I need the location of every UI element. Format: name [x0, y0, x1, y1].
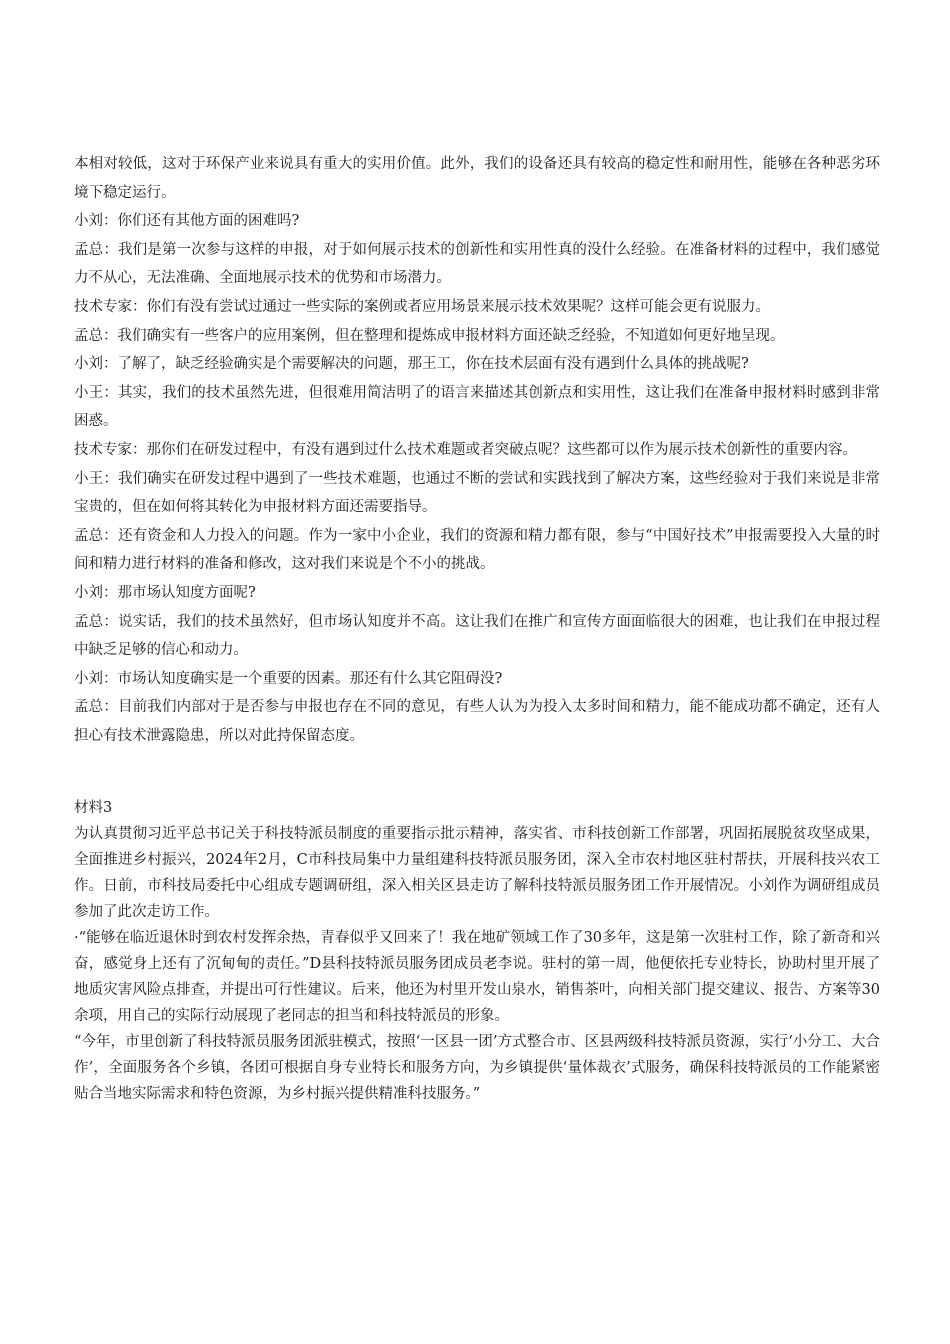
section-heading: 材料3 [74, 800, 113, 817]
material3-paragraph: 为认真贯彻习近平总书记关于科技特派员制度的重要指示批示精神，落实省、市科技创新工作部署，巩固拓展脱贫攻坚成果，全面推进乡村振兴，2024年2月，C市科技局集中力量组建科技特派员服务团，深入全市农村地区驻村帮扶，开展科技兴农工作。日前，市科技局委托中心组成专题调研组，深入相关区县走访了解科技特派员服务团工作开展情况。小刘作为调研组成员参加了此次走访工作。 [74, 826, 880, 921]
dialogue-paragraph: 孟总：我们是第一次参与这样的申报，对于如何展示技术的创新性和实用性真的没什么经验。在准备材料的过程中，我们感觉力不从心，无法准确、全面地展示技术的优势和市场潜力。 [74, 241, 880, 287]
material2-dialogue [74, 150, 880, 750]
dialogue-paragraph: 技术专家：你们有没有尝试过通过一些实际的案例或者应用场景来展示技术效果呢？这样可能会更有说服力。 [74, 298, 770, 315]
dialogue-paragraph: 孟总：我们确实有一些客户的应用案例，但在整理和提炼成申报材料方面还缺乏经验，不知道如何更好地呈现。 [74, 327, 785, 344]
dialogue-paragraph: 孟总：说实话，我们的技术虽然好，但市场认知度并不高。这让我们在推广和宣传方面面临很大的困难，也让我们在申报过程中缺乏足够的信心和动力。 [74, 613, 880, 659]
dialogue-paragraph: 小刘：你们还有其他方面的困难吗? [74, 213, 300, 230]
dialogue-paragraph: 技术专家：那你们在研发过程中，有没有遇到过什么技术难题或者突破点呢？这些都可以作为展示技术创新性的重要内容。 [74, 441, 857, 458]
section-gap [74, 750, 880, 795]
dialogue-paragraph: 本相对较低，这对于环保产业来说具有重大的实用价值。此外，我们的设备还具有较高的稳定性和耐用性，能够在各种恶劣环境下稳定运行。 [74, 156, 880, 201]
dialogue-paragraph: 小王：我们确实在研发过程中遇到了一些技术难题，也通过不断的尝试和实践找到了解决方案，这些经验对于我们来说是非常宝贵的，但在如何将其转化为申报材料方面还需要指导。 [74, 470, 880, 516]
material3-paragraph: ·“能够在临近退休时到农村发挥余热，青春似乎又回来了！我在地矿领域工作了30多年，这是第一次驻村工作，除了新奇和兴奋，感觉身上还有了沉甸甸的责任。”D县科技特派员服务团成员老李说。驻村的第一周，他便依托专业特长，协助村里开展了地质灾害风险点排查，并提出可行性建议。后来，他还为村里开发山泉水，销售茶叶，向相关部门提交建议、报告、方案等30余项，用自己的实际行动展现了老同志的担当和科技特派员的形象。 [74, 930, 880, 1025]
dialogue-paragraph: 孟总：目前我们内部对于是否参与申报也存在不同的意见，有些人认为为投入太多时间和精力，能不能成功都不确定，还有人担心有技术泄露隐患，所以对此持保留态度。 [74, 699, 880, 744]
dialogue-paragraph: 小刘：了解了，缺乏经验确实是个需要解决的问题，那王工，你在技术层面有没有遇到什么具体的挑战呢? [74, 356, 749, 373]
dialogue-paragraph: 小王：其实，我们的技术虽然先进，但很难用简洁明了的语言来描述其创新点和实用性，这让我们在准备申报材料时感到非常困惑。 [74, 384, 880, 430]
material3-section [74, 795, 880, 1107]
dialogue-paragraph: 小刘：市场认知度确实是一个重要的因素。那还有什么其它阻碍没? [74, 670, 503, 687]
dialogue-paragraph: 小刘：那市场认知度方面呢? [74, 584, 256, 601]
dialogue-paragraph: 孟总：还有资金和人力投入的问题。作为一家中小企业，我们的资源和精力都有限，参与“中国好技术”申报需要投入大量的时间和精力进行材料的准备和修改，这对我们来说是个不小的挑战。 [74, 527, 880, 573]
document-page [74, 150, 880, 1107]
material3-paragraph: “今年，市里创新了科技特派员服务团派驻模式，按照‘一区县一团’方式整合市、区县两级科技特派员资源，实行‘小分工、大合作’，全面服务各个乡镇，各团可根据自身专业特长和服务方向，为乡镇提供‘量体裁衣’式服务，确保科技特派员的工作能紧密贴合当地实际需求和特色资源，为乡村振兴提供精准科技服务。” [74, 1034, 880, 1103]
